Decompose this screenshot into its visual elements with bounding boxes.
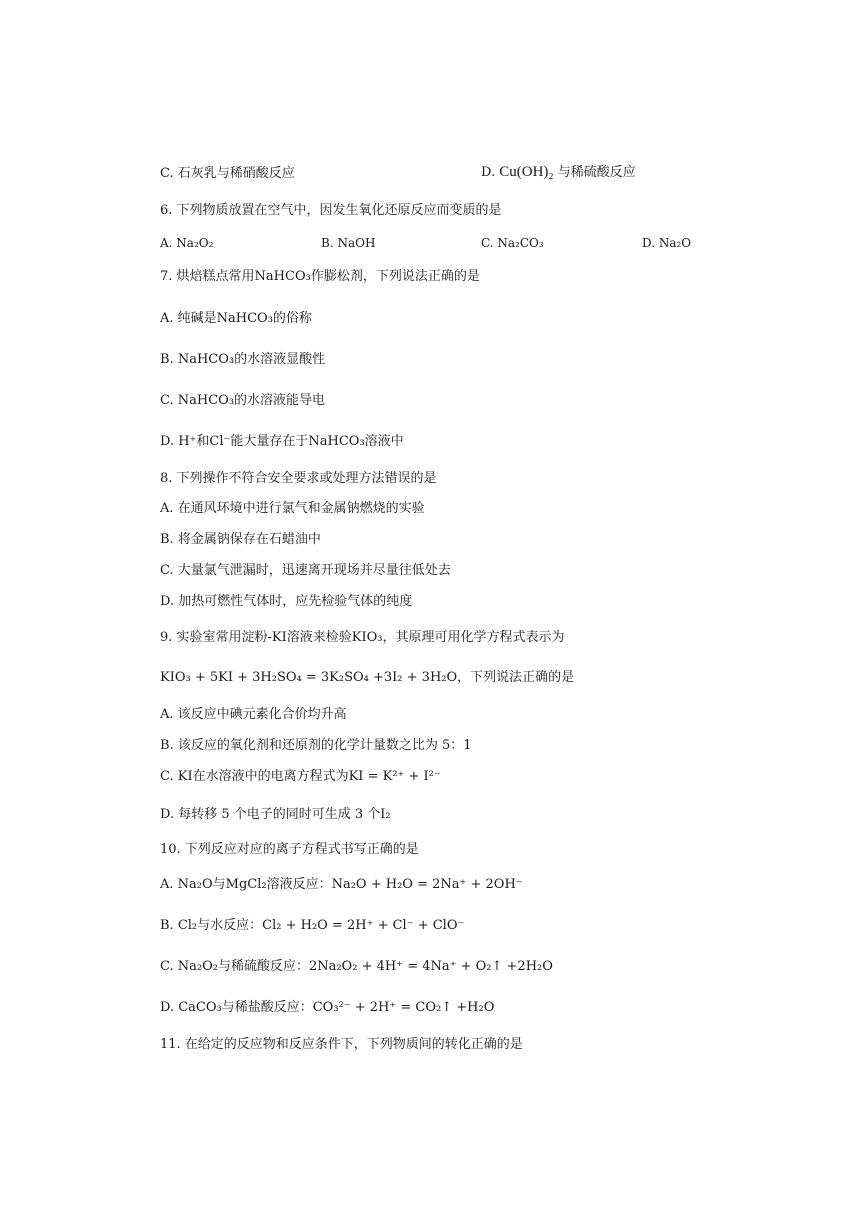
- q9-option-b: B. 该反应的氧化剂和还原剂的化学计量数之比为 5：1: [160, 738, 472, 753]
- q8-option-a: A. 在通风环境中进行氯气和金属钠燃烧的实验: [160, 501, 425, 516]
- q7-option-b: B. NaHCO₃的水溶液显酸性: [160, 352, 326, 367]
- q9-option-a: A. 该反应中碘元素化合价均升高: [160, 707, 347, 722]
- q9-equation: KIO₃ + 5KI + 3H₂SO₄ = 3K₂SO₄ +3I₂ + 3H₂O，下列说法正确的是: [160, 670, 575, 685]
- q5-option-c-label: C.: [160, 166, 174, 181]
- q9-stem: 9. 实验室常用淀粉-KI溶液来检验KIO₃，其原理可用化学方程式表示为: [160, 630, 565, 645]
- q6-option-a: A. Na₂O₂: [160, 236, 214, 250]
- q9-option-d: D. 每转移 5 个电子的同时可生成 3 个I₂: [160, 807, 391, 822]
- q7-option-d: D. H⁺和Cl⁻能大量存在于NaHCO₃溶液中: [160, 434, 404, 449]
- q5-option-d-formula: Cu(OH)₂: [499, 164, 554, 180]
- q7-stem: 7. 烘焙糕点常用NaHCO₃作膨松剂，下列说法正确的是: [160, 269, 480, 284]
- q8-option-b: B. 将金属钠保存在石蜡油中: [160, 532, 321, 547]
- q8-option-d: D. 加热可燃性气体时，应先检验气体的纯度: [160, 594, 413, 609]
- q5-option-c: [160, 165, 295, 183]
- q10-stem: 10. 下列反应对应的离子方程式书写正确的是: [160, 842, 419, 857]
- q7-option-a: A. 纯碱是NaHCO₃的俗称: [160, 311, 312, 326]
- q6-stem: 6. 下列物质放置在空气中，因发生氧化还原反应而变质的是: [160, 203, 502, 218]
- q6-option-c: C. Na₂CO₃: [481, 236, 544, 250]
- q5-option-d: [481, 163, 636, 182]
- q9-option-c: C. KI在水溶液中的电离方程式为KI = K²⁺ + I²⁻: [160, 769, 441, 784]
- q10-option-a: A. Na₂O与MgCl₂溶液反应：Na₂O + H₂O = 2Na⁺ + 2OH⁻: [160, 877, 523, 892]
- q10-option-d: D. CaCO₃与稀盐酸反应：CO₃²⁻ + 2H⁺ = CO₂↑ +H₂O: [160, 1000, 495, 1015]
- q5-option-c-text: 石灰乳与稀硝酸反应: [177, 166, 295, 181]
- q7-option-c: C. NaHCO₃的水溶液能导电: [160, 393, 326, 408]
- q5-option-d-label: D.: [481, 165, 496, 180]
- q8-stem: 8. 下列操作不符合安全要求或处理方法错误的是: [160, 471, 437, 486]
- q5-option-d-text: 与稀硫酸反应: [557, 165, 636, 180]
- q6-option-b: B. NaOH: [321, 236, 376, 250]
- q11-stem: 11. 在给定的反应物和反应条件下，下列物质间的转化正确的是: [160, 1037, 523, 1052]
- q8-option-c: C. 大量氯气泄漏时，迅速离开现场并尽量往低处去: [160, 563, 451, 578]
- q6-option-d: D. Na₂O: [642, 236, 692, 250]
- q10-option-c: C. Na₂O₂与稀硫酸反应：2Na₂O₂ + 4H⁺ = 4Na⁺ + O₂↑ +2H₂O: [160, 959, 553, 974]
- q10-option-b: B. Cl₂与水反应：Cl₂ + H₂O = 2H⁺ + Cl⁻ + ClO⁻: [160, 918, 465, 933]
